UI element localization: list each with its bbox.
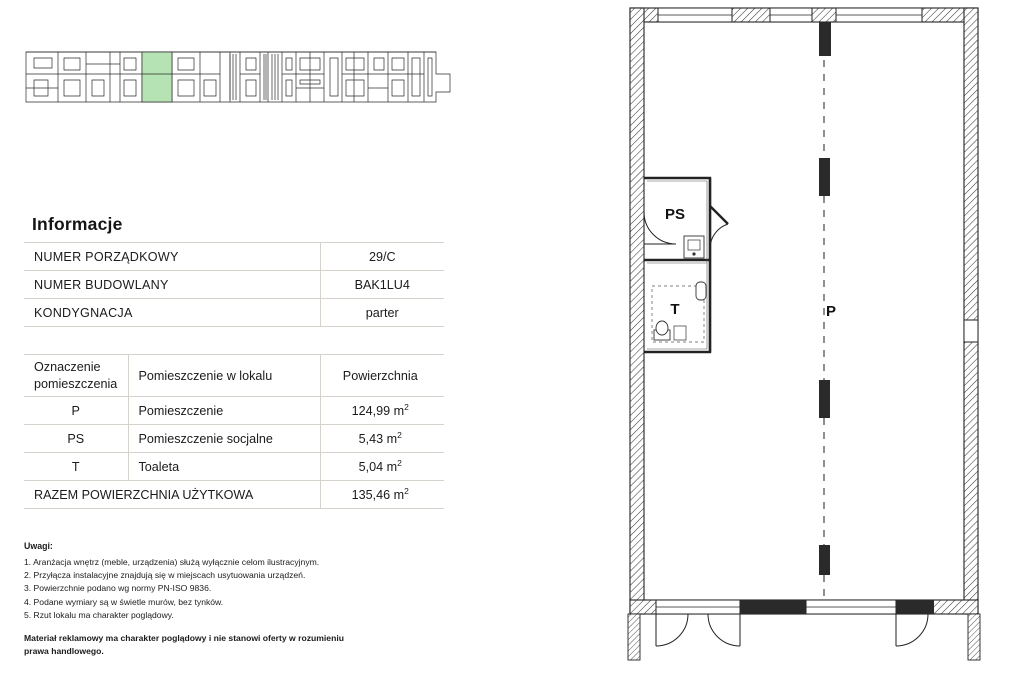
notes-block [24,540,444,658]
disclaimer [24,632,444,658]
room-area: 5,04 $m^2$ [320,453,444,481]
info-table [24,242,444,327]
column-top [819,22,831,56]
room-area-value: 5,04 [358,460,384,475]
unit-exponent: 2 [397,458,402,469]
table-header-row [24,355,444,397]
total-label: RAZEM POWIERZCHNIA UŻYTKOWA [24,481,320,509]
entrance-doors [628,614,980,660]
info-label: NUMER BUDOWLANY [24,271,320,299]
table-row [24,397,444,425]
room-area-value: 5,43 [358,432,384,447]
page-title: Informacje [32,214,123,234]
building-keyplan [24,34,452,108]
table-row [24,425,444,453]
label-p: P [825,303,837,320]
info-label: KONDYGNACJA [24,299,320,327]
disclaimer-line-1: Materiał reklamowy ma charakter poglądowy i nie stanowi oferty w rozumieniu [24,633,344,644]
total-area-value: 135,46 [351,488,391,503]
note-line: 1. Aranżacja wnętrz (meble, urządzenia) służą wyłącznie celom ilustracyjnym. [24,556,320,567]
rooms-header-code [24,355,128,397]
label-t: T [670,301,680,318]
note-line: 3. Powierzchnie podano wg normy PN-ISO 9836. [24,583,212,594]
rooms-table [24,354,444,509]
label-ps: PS [664,206,686,223]
wall-left [630,8,644,614]
disclaimer-line-2: prawa handlowego. [24,646,104,657]
info-value: parter [320,299,444,327]
wc-fixture [654,321,670,340]
service-block [644,178,728,352]
notes-title: Uwagi: [24,541,53,551]
washbasin [696,282,706,300]
unit-exponent: 2 [404,486,409,497]
table-row [24,271,444,299]
unit-exponent: 2 [397,430,402,441]
column-mid-lower [819,380,830,418]
rooms-header-code-line2: pomieszczenia [34,376,118,391]
info-column [0,0,500,676]
table-row [24,243,444,271]
inner-wall-face [644,22,964,600]
room-area: 5,43 $m^2$ [320,425,444,453]
rooms-header-name: Pomieszczenie w lokalu [128,355,320,397]
room-code: PS [24,425,128,453]
room-area: 124,99 $m^2$ [320,397,444,425]
rooms-header-area: Powierzchnia [320,355,444,397]
room-code: P [24,397,128,425]
total-area: 135,46 $m^2$ [320,481,444,509]
floor-plan [600,0,1012,676]
wall-right [964,8,978,614]
room-name: Pomieszczenie [128,397,320,425]
windows-top [658,8,922,22]
table-row [24,299,444,327]
note-line: 2. Przyłącza instalacyjne znajdują się w miejscach usytuowania urządzeń. [24,569,306,580]
note-line: 4. Podane wymiary są w świetle murów, bez tynków. [24,596,224,607]
room-code: T [24,453,128,481]
info-value: 29/C [320,243,444,271]
info-label: NUMER PORZĄDKOWY [24,243,320,271]
room-name: Pomieszczenie socjalne [128,425,320,453]
unit-exponent: 2 [404,402,409,413]
info-value: BAK1LU4 [320,271,444,299]
room-name: Toaleta [128,453,320,481]
rooms-header-code-line1: Oznaczenie [34,359,101,374]
table-total-row [24,481,444,509]
column-mid-bottom [819,545,830,575]
room-area-value: 124,99 [351,404,391,419]
wall-niche-right [964,320,978,342]
column-mid-upper [819,158,830,196]
note-line: 5. Rzut lokalu ma charakter poglądowy. [24,609,174,620]
table-row [24,453,444,481]
